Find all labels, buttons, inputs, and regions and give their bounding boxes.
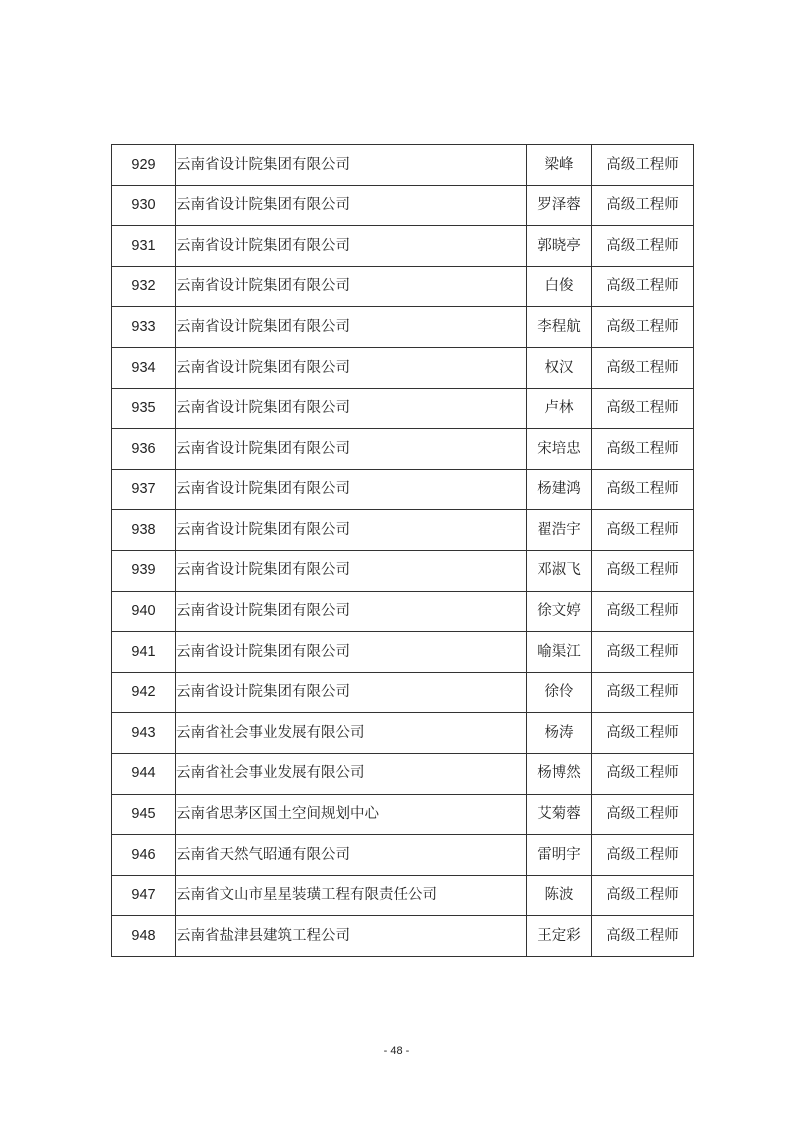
- row-number: 933: [112, 307, 176, 348]
- person-name: 雷明宇: [527, 835, 592, 876]
- row-number: 943: [112, 713, 176, 754]
- table-row: [112, 875, 694, 916]
- table-row: [112, 713, 694, 754]
- company-name: 云南省设计院集团有限公司: [176, 550, 527, 591]
- job-title: 高级工程师: [592, 713, 694, 754]
- table-row: [112, 388, 694, 429]
- table-row: [112, 469, 694, 510]
- person-name: 徐伶: [527, 672, 592, 713]
- table-row: [112, 591, 694, 632]
- page-number: - 48 -: [383, 1045, 410, 1057]
- company-name: 云南省设计院集团有限公司: [176, 510, 527, 551]
- row-number: 939: [112, 550, 176, 591]
- company-name: 云南省设计院集团有限公司: [176, 429, 527, 470]
- person-name: 徐文婷: [527, 591, 592, 632]
- company-name: 云南省社会事业发展有限公司: [176, 713, 527, 754]
- company-name: 云南省设计院集团有限公司: [176, 347, 527, 388]
- company-name: 云南省设计院集团有限公司: [176, 388, 527, 429]
- person-name: 陈波: [527, 875, 592, 916]
- table-row: [112, 347, 694, 388]
- job-title: 高级工程师: [592, 875, 694, 916]
- person-name: 卢林: [527, 388, 592, 429]
- job-title: 高级工程师: [592, 672, 694, 713]
- person-name: 李程航: [527, 307, 592, 348]
- person-name: 翟浩宇: [527, 510, 592, 551]
- table-row: [112, 429, 694, 470]
- job-title: 高级工程师: [592, 591, 694, 632]
- company-name: 云南省设计院集团有限公司: [176, 226, 527, 267]
- row-number: 945: [112, 794, 176, 835]
- job-title: 高级工程师: [592, 307, 694, 348]
- row-number: 942: [112, 672, 176, 713]
- table-row: [112, 226, 694, 267]
- person-name: 杨涛: [527, 713, 592, 754]
- company-name: 云南省设计院集团有限公司: [176, 632, 527, 673]
- person-name: 梁峰: [527, 145, 592, 186]
- job-title: 高级工程师: [592, 347, 694, 388]
- company-name: 云南省天然气昭通有限公司: [176, 835, 527, 876]
- job-title: 高级工程师: [592, 632, 694, 673]
- table-row: [112, 753, 694, 794]
- person-name: 宋培忠: [527, 429, 592, 470]
- table-row: [112, 835, 694, 876]
- row-number: 946: [112, 835, 176, 876]
- row-number: 935: [112, 388, 176, 429]
- row-number: 940: [112, 591, 176, 632]
- table-row: [112, 510, 694, 551]
- roster-table: [111, 144, 694, 957]
- company-name: 云南省盐津县建筑工程公司: [176, 916, 527, 957]
- company-name: 云南省设计院集团有限公司: [176, 469, 527, 510]
- table-row: [112, 632, 694, 673]
- table-row: [112, 794, 694, 835]
- row-number: 936: [112, 429, 176, 470]
- row-number: 941: [112, 632, 176, 673]
- job-title: 高级工程师: [592, 510, 694, 551]
- person-name: 郭晓亭: [527, 226, 592, 267]
- job-title: 高级工程师: [592, 550, 694, 591]
- job-title: 高级工程师: [592, 916, 694, 957]
- company-name: 云南省设计院集团有限公司: [176, 185, 527, 226]
- person-name: 白俊: [527, 266, 592, 307]
- table-row: [112, 145, 694, 186]
- person-name: 艾菊蓉: [527, 794, 592, 835]
- job-title: 高级工程师: [592, 185, 694, 226]
- job-title: 高级工程师: [592, 753, 694, 794]
- company-name: 云南省思茅区国土空间规划中心: [176, 794, 527, 835]
- row-number: 947: [112, 875, 176, 916]
- table-row: [112, 916, 694, 957]
- job-title: 高级工程师: [592, 794, 694, 835]
- person-name: 权汉: [527, 347, 592, 388]
- person-name: 邓淑飞: [527, 550, 592, 591]
- table-row: [112, 550, 694, 591]
- row-number: 948: [112, 916, 176, 957]
- company-name: 云南省设计院集团有限公司: [176, 307, 527, 348]
- table-row: [112, 266, 694, 307]
- company-name: 云南省设计院集团有限公司: [176, 591, 527, 632]
- row-number: 932: [112, 266, 176, 307]
- job-title: 高级工程师: [592, 469, 694, 510]
- table-row: [112, 185, 694, 226]
- job-title: 高级工程师: [592, 145, 694, 186]
- row-number: 944: [112, 753, 176, 794]
- person-name: 喻渠江: [527, 632, 592, 673]
- row-number: 937: [112, 469, 176, 510]
- table-row: [112, 672, 694, 713]
- job-title: 高级工程师: [592, 226, 694, 267]
- person-name: 杨建鸿: [527, 469, 592, 510]
- job-title: 高级工程师: [592, 388, 694, 429]
- row-number: 934: [112, 347, 176, 388]
- person-name: 王定彩: [527, 916, 592, 957]
- company-name: 云南省设计院集团有限公司: [176, 145, 527, 186]
- row-number: 938: [112, 510, 176, 551]
- job-title: 高级工程师: [592, 835, 694, 876]
- job-title: 高级工程师: [592, 266, 694, 307]
- company-name: 云南省设计院集团有限公司: [176, 672, 527, 713]
- roster-body: [112, 145, 694, 957]
- company-name: 云南省设计院集团有限公司: [176, 266, 527, 307]
- row-number: 931: [112, 226, 176, 267]
- company-name: 云南省社会事业发展有限公司: [176, 753, 527, 794]
- job-title: 高级工程师: [592, 429, 694, 470]
- company-name: 云南省文山市星星装璜工程有限责任公司: [176, 875, 527, 916]
- table-row: [112, 307, 694, 348]
- person-name: 罗泽蓉: [527, 185, 592, 226]
- row-number: 930: [112, 185, 176, 226]
- person-name: 杨博然: [527, 753, 592, 794]
- row-number: 929: [112, 145, 176, 186]
